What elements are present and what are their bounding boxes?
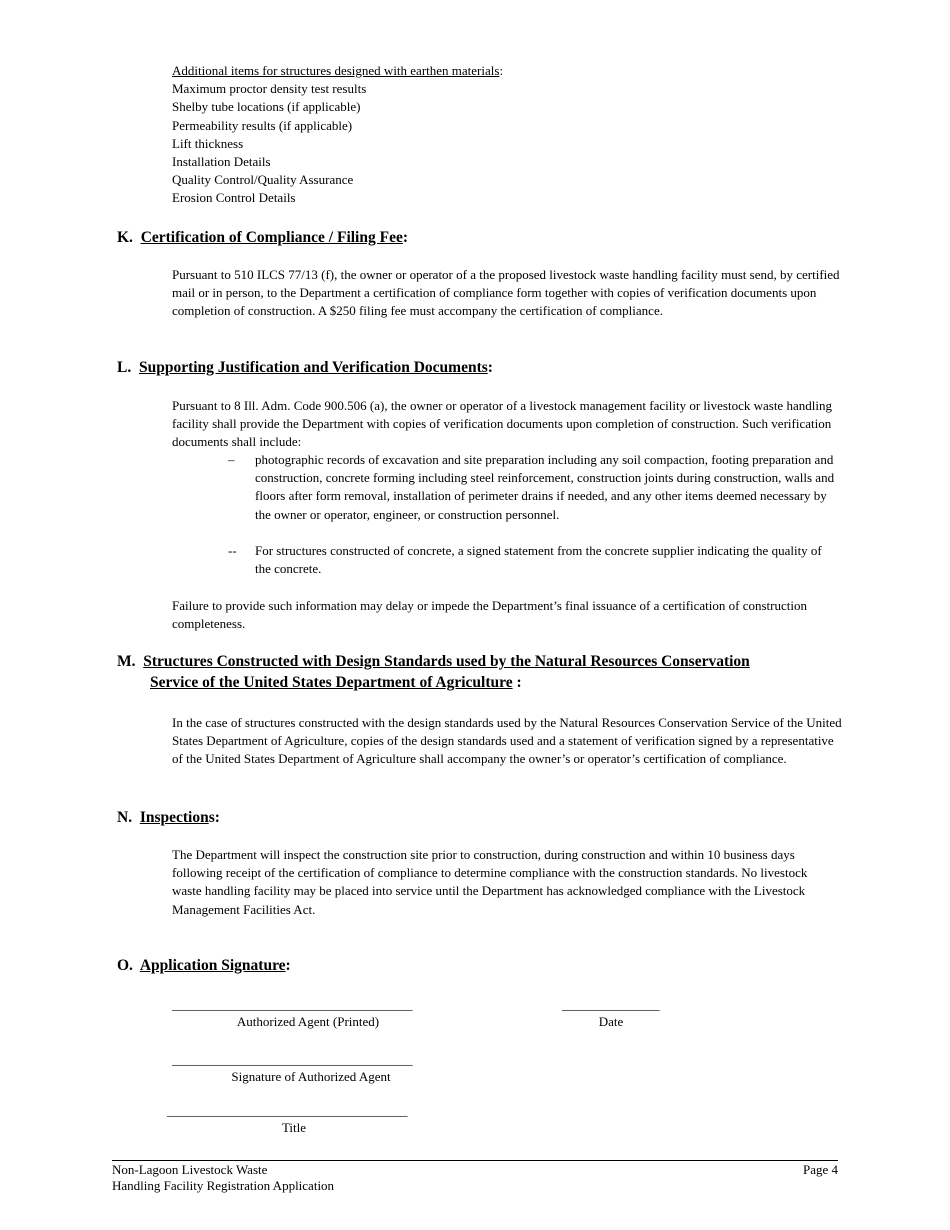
earthen-item: Installation Details [172, 154, 271, 170]
title-line[interactable]: _____________________________________ [167, 1103, 408, 1118]
date-line[interactable]: _______________ [562, 997, 660, 1012]
signature-line[interactable]: _____________________________________ [172, 1052, 413, 1067]
section-m-heading: M. Structures Constructed with Design Standards used by the Natural Resources Conservation Service of the United States Department of Agriculture : [117, 653, 750, 691]
footer-divider [112, 1160, 838, 1161]
section-k-heading: K. Certification of Compliance / Filing Fee: [117, 229, 409, 246]
section-o-heading: O. Application Signature: [117, 957, 291, 974]
section-l-bullet [228, 542, 840, 578]
bullet-marker: -- [228, 543, 237, 558]
earthen-item: Maximum proctor density test results [172, 81, 367, 97]
agent-printed-line[interactable]: _____________________________________ [172, 997, 413, 1012]
footer-doc-title-line1: Non-Lagoon Livestock Waste [112, 1162, 268, 1177]
section-l-bullet [228, 451, 840, 524]
section-m-body: In the case of structures constructed with the design standards used by the Natural Resources Conservation Service of the United States Department of Agriculture, copies of the design standards used and a statement of verification signed by a representative of the United States Department of Agriculture shall accompany the owner’s or operator’s certification of compliance. [172, 715, 842, 767]
section-k-body: Pursuant to 510 ILCS 77/13 (f), the owner or operator of a the proposed livestock waste handling facility must send, by certified mail or in person, to the Department a certification of compliance form together with copies of verification documents upon completion of construction. A $250 filing fee must accompany the certification of compliance. [172, 267, 840, 319]
earthen-title: Additional items for structures designed with earthen materials: [172, 63, 504, 78]
earthen-items-block [172, 62, 572, 208]
section-l-intro: Pursuant to 8 Ill. Adm. Code 900.506 (a), the owner or operator of a livestock management facility or livestock waste handling facility shall provide the Department with copies of verification documents upon completion of construction. Such verification documents shall include: [172, 398, 832, 450]
section-n-body: The Department will inspect the construction site prior to construction, during construction and within 10 business days following receipt of the certification of compliance to determine compliance with the construction standards. No livestock waste handling facility may be placed into service until the Department has acknowledged compliance with the Livestock Management Facilities Act. [172, 847, 808, 917]
section-l-heading: L. Supporting Justification and Verification Documents: [117, 359, 493, 376]
earthen-item: Permeability results (if applicable) [172, 117, 353, 133]
signature-label: Signature of Authorized Agent [231, 1069, 391, 1084]
earthen-item: Erosion Control Details [172, 190, 296, 206]
section-n-heading: N. Inspections: [117, 809, 220, 826]
bullet-marker: – [228, 452, 235, 467]
agent-printed-label: Authorized Agent (Printed) [236, 1014, 380, 1029]
section-l-closing: Failure to provide such information may delay or impede the Department’s final issuance of a certification of construction completeness. [172, 598, 807, 632]
title-label: Title [281, 1120, 307, 1135]
bullet-text: For structures constructed of concrete, a signed statement from the concrete supplier indicating the quality of the concrete. [255, 543, 822, 577]
bullet-text: photographic records of excavation and site preparation including any soil compaction, footing preparation and construction, concrete forming including steel reinforcement, construction joints during construction, walls and floors after form removal, installation of perimeter drains if needed, and any other items deemed necessary by the owner or operator, engineer, or construction personnel. [255, 452, 835, 522]
earthen-item: Shelby tube locations (if applicable) [172, 99, 361, 115]
footer-page-number: Page 4 [802, 1162, 838, 1177]
earthen-item: Lift thickness [172, 135, 244, 151]
date-label: Date [598, 1014, 624, 1029]
footer-left [112, 1162, 334, 1193]
footer-doc-title-line2: Handling Facility Registration Application [112, 1177, 335, 1193]
earthen-item: Quality Control/Quality Assurance [172, 172, 354, 188]
